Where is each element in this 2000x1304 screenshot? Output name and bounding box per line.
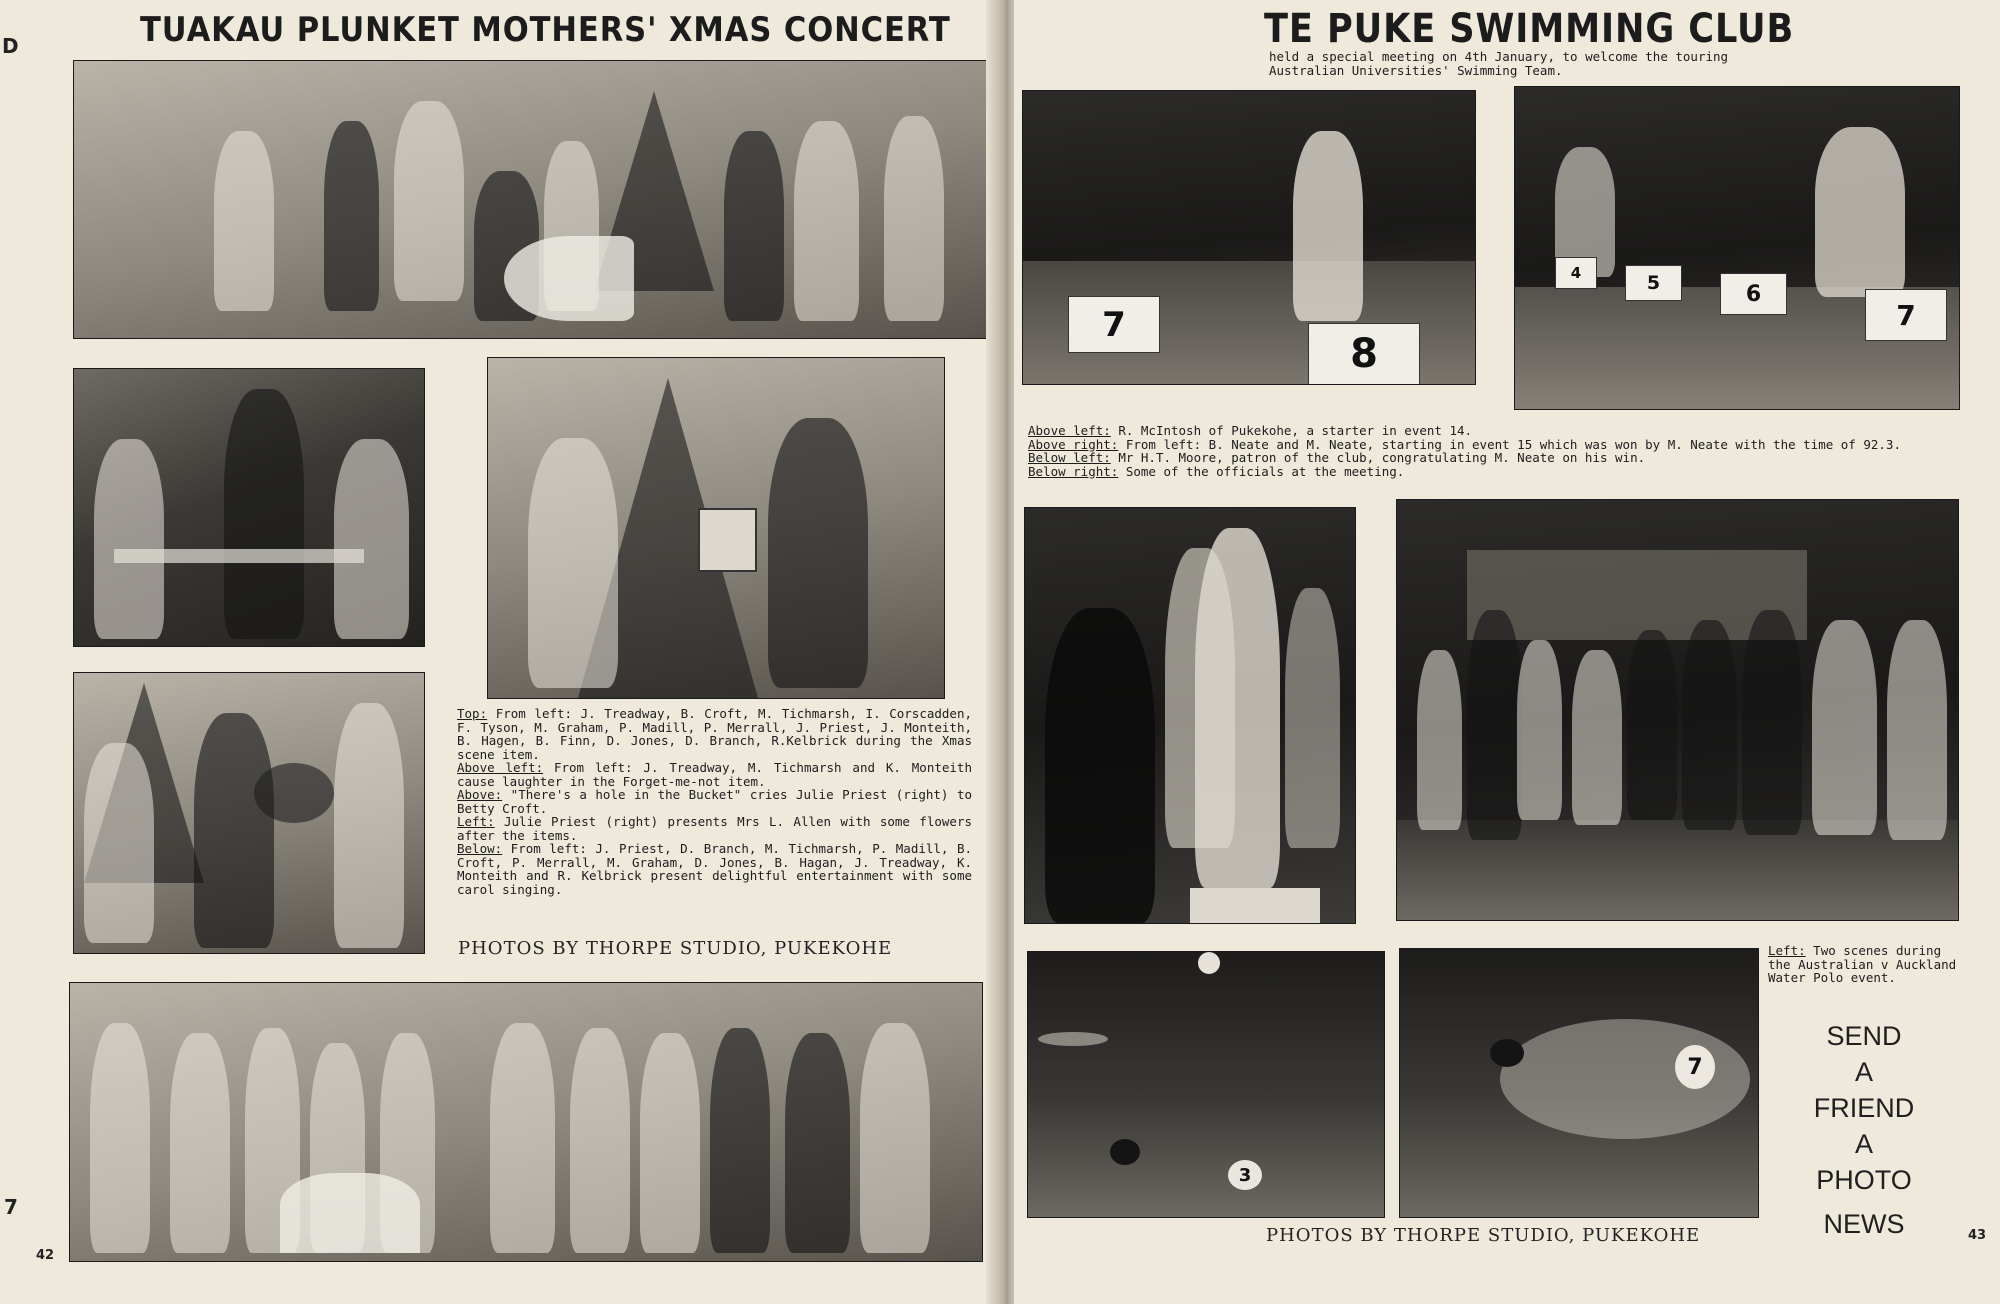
right-page-number: 43 xyxy=(1968,1228,1987,1243)
photo-xmas-scene xyxy=(73,60,989,339)
promo-line-3: FRIEND xyxy=(1813,1093,1915,1123)
photo-flowers-presentation xyxy=(73,672,425,954)
edge-letter-bottom: 7 xyxy=(4,1195,18,1219)
caption-below-text: From left: J. Priest, D. Branch, M. Tichmarsh, P. Madill, B. Croft, P. Merrall, M. Graham, D. Jones, B. Hagan, J. Treadway, K. Monteith and R. Kelbrick present delightful entertainment with some carol singing. xyxy=(457,841,972,897)
polo-caption-text: Two scenes during the Australian v Auckland Water Polo event. xyxy=(1768,943,1957,985)
edge-letter-top: D xyxy=(2,34,19,58)
polo-cap-7: 7 xyxy=(1675,1045,1715,1089)
photo-mcintosh-start xyxy=(1022,90,1476,385)
promo-line-1: SEND xyxy=(1826,1021,1902,1051)
starting-block-7b: 7 xyxy=(1865,289,1947,341)
starting-block-6: 6 xyxy=(1720,273,1787,315)
caption-below-right-label: Below right: xyxy=(1028,463,1119,479)
photo-water-polo-1 xyxy=(1027,951,1385,1218)
caption-above-left-label: Above left: xyxy=(457,760,544,775)
caption-above-text: "There's a hole in the Bucket" cries Julie Priest (right) to Betty Croft. xyxy=(457,787,972,816)
promo-line-5: PHOTO xyxy=(1816,1165,1912,1195)
caption-left-text: Julie Priest (right) presents Mrs L. Allen with some flowers after the items. xyxy=(457,814,972,843)
photo-forget-me-not xyxy=(73,368,425,647)
starting-block-7: 7 xyxy=(1068,296,1160,353)
caption-above-right-label: Above right: xyxy=(1028,436,1119,452)
right-headline: TE PUKE SWIMMING CLUB xyxy=(1264,6,1795,52)
right-caption xyxy=(1028,424,1963,478)
promo-line-4: A xyxy=(1854,1129,1873,1159)
left-caption xyxy=(457,707,972,896)
right-page xyxy=(1014,0,2000,1304)
photo-officials xyxy=(1396,499,1959,921)
caption-below-right-text: Some of the officials at the meeting. xyxy=(1125,463,1405,479)
caption-below-left-label: Below left: xyxy=(1028,450,1111,465)
caption-above-left-text: From left: J. Treadway, M. Tichmarsh and K. Monteith cause laughter in the Forget-me-not item. xyxy=(457,760,972,789)
caption-above-label: Above: xyxy=(457,787,503,802)
polo-caption xyxy=(1768,944,1964,985)
caption-top-label: Top: xyxy=(457,706,488,721)
polo-cap-3: 3 xyxy=(1228,1160,1262,1190)
photo-hole-in-bucket xyxy=(487,357,945,699)
starting-block-4: 4 xyxy=(1555,257,1597,289)
caption-below-label: Below: xyxy=(457,841,503,856)
right-photo-credit: PHOTOS BY THORPE STUDIO, PUKEKOHE xyxy=(1266,1225,1701,1246)
promo-line-2: A xyxy=(1854,1057,1873,1087)
caption-above-right-text: From left: B. Neate and M. Neate, starting in event 15 which was won by M. Neate with the time of 92.3. xyxy=(1125,436,1901,452)
photo-water-polo-2 xyxy=(1399,948,1759,1218)
photo-carol-singing xyxy=(69,982,983,1262)
promo-send-a-friend xyxy=(1794,1018,1934,1242)
left-photo-credit: PHOTOS BY THORPE STUDIO, PUKEKOHE xyxy=(458,938,893,959)
photo-moore-congratulating xyxy=(1024,507,1356,924)
caption-below-left-text: Mr H.T. Moore, patron of the club, congratulating M. Neate on his win. xyxy=(1118,450,1646,465)
caption-left-label: Left: xyxy=(457,814,495,829)
left-page-number: 42 xyxy=(36,1248,55,1263)
caption-above-left-label-r: Above left: xyxy=(1028,423,1111,438)
caption-top-text: From left: J. Treadway, B. Croft, M. Tichmarsh, I. Corscadden, F. Tyson, M. Graham, P. Madill, P. Merrall, J. Priest, J. Monteith, B. Hagen, B. Finn, D. Jones, D. Branch, R.Kelbrick during the Xmas scene item. xyxy=(457,706,972,762)
photo-neate-start xyxy=(1514,86,1960,410)
right-intro: held a special meeting on 4th January, to welcome the touring Australian Universities' Swimming Team. xyxy=(1269,49,1729,78)
starting-block-8: 8 xyxy=(1308,323,1420,385)
starting-block-5: 5 xyxy=(1625,265,1682,301)
left-headline: TUAKAU PLUNKET MOTHERS' XMAS CONCERT xyxy=(140,10,951,50)
polo-caption-label: Left: xyxy=(1768,943,1806,958)
promo-line-6: NEWS xyxy=(1823,1209,1905,1239)
caption-above-left-text-r: R. McIntosh of Pukekohe, a starter in event 14. xyxy=(1118,423,1473,438)
